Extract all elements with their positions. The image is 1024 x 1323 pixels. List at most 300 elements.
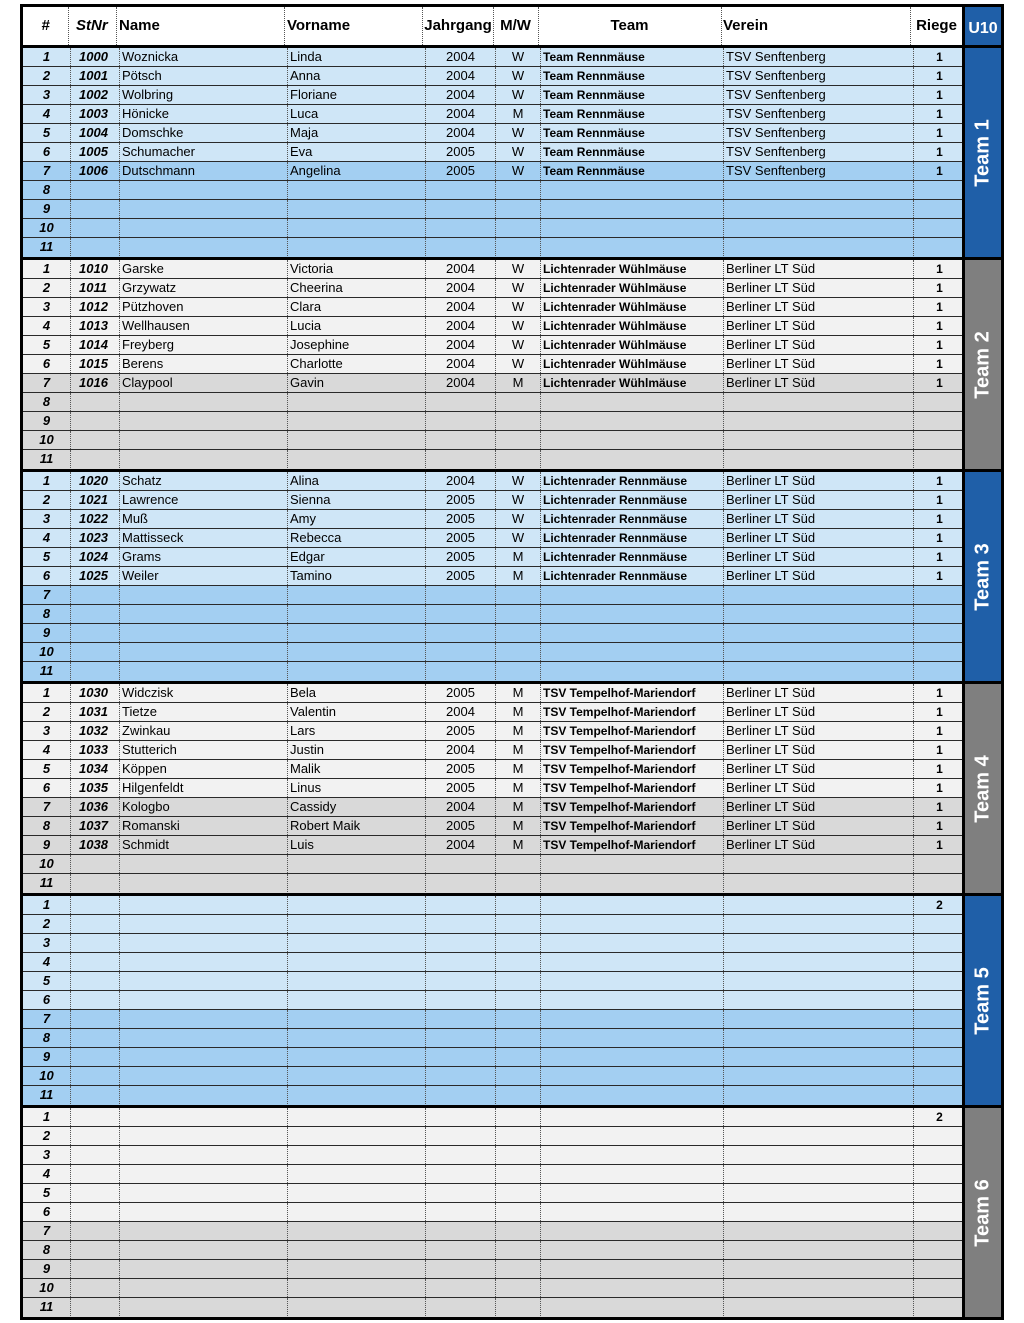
cell-vorname: Luis: [288, 836, 426, 854]
table-row: [23, 510, 965, 529]
header-riege: Riege: [916, 17, 957, 34]
cell-num: 2: [23, 67, 71, 85]
cell-name: [120, 953, 288, 971]
cell-mw: [496, 605, 541, 623]
cell-riege: [914, 1184, 965, 1202]
cell-jahrgang: [426, 1146, 496, 1164]
table-row: [23, 1241, 965, 1260]
cell-verein: [724, 915, 914, 933]
cell-stnr: [71, 1203, 120, 1221]
cell-vorname: Rebecca: [288, 529, 426, 547]
table-row: [23, 124, 965, 143]
cell-team: [541, 1222, 724, 1240]
team-label: Team 1: [971, 118, 994, 187]
cell-riege: [914, 1203, 965, 1221]
cell-jahrgang: [426, 662, 496, 680]
cell-team: TSV Tempelhof-Mariendorf: [541, 779, 724, 797]
cell-vorname: [288, 219, 426, 237]
cell-vorname: Robert Maik: [288, 817, 426, 835]
cell-stnr: 1023: [71, 529, 120, 547]
cell-mw: [496, 238, 541, 256]
cell-vorname: Amy: [288, 510, 426, 528]
table-row: [23, 896, 965, 915]
cell-name: [120, 412, 288, 430]
cell-vorname: Eva: [288, 143, 426, 161]
cell-team: Lichtenrader Rennmäuse: [541, 491, 724, 509]
cell-verein: [724, 874, 914, 892]
cell-mw: [496, 412, 541, 430]
cell-verein: Berliner LT Süd: [724, 567, 914, 585]
cell-name: Freyberg: [120, 336, 288, 354]
cell-riege: 1: [936, 474, 943, 488]
table-row: [23, 991, 965, 1010]
table-row: [23, 1165, 965, 1184]
cell-team: [541, 1086, 724, 1104]
cell-verein: [724, 1279, 914, 1297]
cell-mw: W: [496, 336, 541, 354]
cell-mw: [496, 1108, 541, 1126]
table-row: [23, 298, 965, 317]
cell-num: 5: [23, 972, 71, 990]
cell-team: [541, 605, 724, 623]
table-row: [23, 219, 965, 238]
cell-team: [541, 953, 724, 971]
cell-vorname: [288, 393, 426, 411]
cell-mw: [496, 1260, 541, 1278]
cell-num: 2: [23, 279, 71, 297]
cell-verein: [724, 934, 914, 952]
cell-vorname: Luca: [288, 105, 426, 123]
cell-verein: Berliner LT Süd: [724, 836, 914, 854]
cell-riege: [914, 1010, 965, 1028]
cell-mw: W: [496, 355, 541, 373]
cell-riege: 1: [936, 262, 943, 276]
cell-verein: [724, 219, 914, 237]
cell-jahrgang: 2004: [426, 260, 496, 278]
cell-team: Lichtenrader Wühlmäuse: [541, 298, 724, 316]
cell-stnr: [71, 1241, 120, 1259]
cell-jahrgang: [426, 1260, 496, 1278]
cell-stnr: [71, 1184, 120, 1202]
cell-mw: [496, 181, 541, 199]
cell-vorname: [288, 1298, 426, 1316]
cell-name: [120, 219, 288, 237]
table-row: [23, 722, 965, 741]
cell-stnr: 1035: [71, 779, 120, 797]
cell-team: [541, 855, 724, 873]
cell-jahrgang: 2005: [426, 548, 496, 566]
cell-mw: [496, 1184, 541, 1202]
cell-verein: Berliner LT Süd: [724, 491, 914, 509]
cell-jahrgang: 2004: [426, 317, 496, 335]
cell-name: [120, 624, 288, 642]
cell-team: Lichtenrader Wühlmäuse: [541, 355, 724, 373]
cell-team: [541, 1146, 724, 1164]
cell-team: [541, 643, 724, 661]
cell-stnr: [71, 1127, 120, 1145]
cell-jahrgang: [426, 1203, 496, 1221]
cell-num: 11: [23, 1298, 71, 1316]
cell-jahrgang: [426, 972, 496, 990]
table-row: [23, 741, 965, 760]
cell-num: 1: [23, 472, 71, 490]
cell-riege: [914, 991, 965, 1009]
cell-team: Lichtenrader Wühlmäuse: [541, 374, 724, 392]
cell-name: [120, 643, 288, 661]
cell-num: 8: [23, 393, 71, 411]
cell-mw: [496, 1029, 541, 1047]
cell-name: Kologbo: [120, 798, 288, 816]
cell-stnr: [71, 1260, 120, 1278]
cell-vorname: Justin: [288, 741, 426, 759]
cell-stnr: [71, 1010, 120, 1028]
cell-stnr: 1013: [71, 317, 120, 335]
cell-mw: M: [496, 374, 541, 392]
cell-name: Grzywatz: [120, 279, 288, 297]
cell-jahrgang: 2004: [426, 741, 496, 759]
cell-name: Domschke: [120, 124, 288, 142]
cell-num: 4: [23, 317, 71, 335]
cell-verein: [724, 412, 914, 430]
cell-mw: M: [496, 741, 541, 759]
start-list-sheet: [20, 4, 1004, 1320]
cell-team: Lichtenrader Rennmäuse: [541, 567, 724, 585]
cell-mw: [496, 896, 541, 914]
cell-vorname: [288, 662, 426, 680]
cell-name: [120, 431, 288, 449]
table-row: [23, 1010, 965, 1029]
cell-verein: Berliner LT Süd: [724, 260, 914, 278]
cell-stnr: 1010: [71, 260, 120, 278]
table-row: [23, 1279, 965, 1298]
cell-team: [541, 431, 724, 449]
cell-team: [541, 1029, 724, 1047]
cell-jahrgang: 2005: [426, 491, 496, 509]
cell-team: [541, 1165, 724, 1183]
cell-jahrgang: [426, 1108, 496, 1126]
cell-num: 5: [23, 760, 71, 778]
cell-num: 6: [23, 143, 71, 161]
header-name: Name: [117, 7, 285, 45]
cell-riege: [914, 450, 965, 468]
cell-team: Lichtenrader Rennmäuse: [541, 510, 724, 528]
cell-verein: TSV Senftenberg: [724, 143, 914, 161]
cell-vorname: [288, 1010, 426, 1028]
cell-jahrgang: 2004: [426, 279, 496, 297]
table-row: [23, 105, 965, 124]
cell-verein: Berliner LT Süd: [724, 741, 914, 759]
cell-team: [541, 1184, 724, 1202]
cell-team: [541, 393, 724, 411]
cell-vorname: Linus: [288, 779, 426, 797]
cell-num: 6: [23, 355, 71, 373]
table-row: [23, 760, 965, 779]
cell-num: 4: [23, 105, 71, 123]
cell-team: Team Rennmäuse: [541, 105, 724, 123]
cell-team: [541, 1298, 724, 1316]
cell-jahrgang: [426, 1127, 496, 1145]
cell-stnr: [71, 1279, 120, 1297]
cell-stnr: [71, 412, 120, 430]
team-side-label: [962, 896, 1001, 1105]
cell-riege: [914, 412, 965, 430]
team-blocks: [20, 48, 1004, 1320]
cell-num: 2: [23, 915, 71, 933]
cell-riege: 1: [936, 838, 943, 852]
cell-riege: 1: [936, 569, 943, 583]
table-row: [23, 836, 965, 855]
cell-vorname: [288, 412, 426, 430]
cell-name: [120, 1184, 288, 1202]
cell-riege: [914, 586, 965, 604]
cell-stnr: [71, 934, 120, 952]
cell-verein: [724, 1298, 914, 1316]
cell-vorname: Angelina: [288, 162, 426, 180]
cell-riege: 1: [936, 512, 943, 526]
cell-name: Widczisk: [120, 684, 288, 702]
cell-num: 7: [23, 162, 71, 180]
cell-mw: [496, 1279, 541, 1297]
cell-stnr: [71, 1029, 120, 1047]
cell-mw: W: [496, 86, 541, 104]
table-row: [23, 450, 965, 469]
cell-name: [120, 1260, 288, 1278]
team-label: Team 6: [971, 1178, 994, 1247]
cell-riege: [914, 972, 965, 990]
team-rows: [23, 684, 965, 893]
cell-vorname: [288, 1165, 426, 1183]
cell-mw: M: [496, 703, 541, 721]
cell-vorname: Anna: [288, 67, 426, 85]
cell-num: 3: [23, 1146, 71, 1164]
cell-mw: W: [496, 279, 541, 297]
cell-mw: [496, 624, 541, 642]
cell-jahrgang: [426, 991, 496, 1009]
cell-mw: M: [496, 817, 541, 835]
cell-name: [120, 1241, 288, 1259]
cell-stnr: [71, 1146, 120, 1164]
cell-riege: 1: [936, 376, 943, 390]
cell-team: TSV Tempelhof-Mariendorf: [541, 798, 724, 816]
cell-mw: W: [496, 529, 541, 547]
category-badge: U10: [962, 4, 1004, 48]
cell-jahrgang: [426, 1165, 496, 1183]
cell-mw: [496, 219, 541, 237]
cell-num: 1: [23, 1108, 71, 1126]
table-row: [23, 374, 965, 393]
cell-riege: [914, 431, 965, 449]
table-row: [23, 86, 965, 105]
cell-vorname: [288, 586, 426, 604]
cell-name: [120, 1086, 288, 1104]
cell-num: 6: [23, 779, 71, 797]
cell-mw: W: [496, 260, 541, 278]
cell-jahrgang: 2005: [426, 567, 496, 585]
cell-mw: [496, 1298, 541, 1316]
cell-stnr: 1014: [71, 336, 120, 354]
cell-riege: [914, 953, 965, 971]
cell-jahrgang: [426, 1029, 496, 1047]
cell-stnr: 1006: [71, 162, 120, 180]
cell-stnr: 1003: [71, 105, 120, 123]
cell-stnr: 1024: [71, 548, 120, 566]
cell-verein: TSV Senftenberg: [724, 67, 914, 85]
cell-team: Lichtenrader Wühlmäuse: [541, 260, 724, 278]
cell-num: 5: [23, 336, 71, 354]
table-row: [23, 915, 965, 934]
table-row: [23, 1067, 965, 1086]
cell-num: 6: [23, 567, 71, 585]
cell-team: [541, 896, 724, 914]
cell-team: [541, 1203, 724, 1221]
cell-name: Hönicke: [120, 105, 288, 123]
cell-num: 7: [23, 798, 71, 816]
header-mw: M/W: [493, 7, 539, 45]
cell-mw: [496, 934, 541, 952]
table-row: [23, 181, 965, 200]
cell-team: [541, 1260, 724, 1278]
table-row: [23, 548, 965, 567]
cell-riege: [914, 1127, 965, 1145]
cell-riege: [914, 1146, 965, 1164]
cell-riege: [914, 915, 965, 933]
cell-name: [120, 874, 288, 892]
cell-name: Pötsch: [120, 67, 288, 85]
cell-team: TSV Tempelhof-Mariendorf: [541, 836, 724, 854]
cell-mw: [496, 393, 541, 411]
cell-num: 10: [23, 219, 71, 237]
cell-team: [541, 412, 724, 430]
team-side-label: [962, 472, 1001, 681]
cell-verein: Berliner LT Süd: [724, 798, 914, 816]
cell-jahrgang: 2004: [426, 472, 496, 490]
cell-team: [541, 200, 724, 218]
cell-vorname: [288, 1048, 426, 1066]
cell-mw: [496, 586, 541, 604]
cell-riege: [914, 1298, 965, 1316]
cell-verein: Berliner LT Süd: [724, 529, 914, 547]
cell-jahrgang: 2004: [426, 67, 496, 85]
cell-riege: [914, 1222, 965, 1240]
cell-mw: [496, 953, 541, 971]
cell-riege: 1: [936, 724, 943, 738]
cell-vorname: Cassidy: [288, 798, 426, 816]
cell-jahrgang: 2005: [426, 529, 496, 547]
cell-stnr: [71, 855, 120, 873]
cell-num: 10: [23, 431, 71, 449]
cell-mw: M: [496, 760, 541, 778]
cell-riege: 1: [936, 88, 943, 102]
cell-jahrgang: [426, 953, 496, 971]
cell-jahrgang: 2005: [426, 760, 496, 778]
cell-stnr: [71, 393, 120, 411]
cell-vorname: Alina: [288, 472, 426, 490]
cell-name: [120, 1203, 288, 1221]
cell-name: Grams: [120, 548, 288, 566]
table-row: [23, 1086, 965, 1105]
cell-team: TSV Tempelhof-Mariendorf: [541, 760, 724, 778]
cell-verein: [724, 586, 914, 604]
cell-team: [541, 181, 724, 199]
header-vorname: Vorname: [285, 7, 423, 45]
cell-verein: Berliner LT Süd: [724, 355, 914, 373]
cell-stnr: 1011: [71, 279, 120, 297]
cell-stnr: [71, 643, 120, 661]
cell-verein: [724, 896, 914, 914]
cell-stnr: [71, 624, 120, 642]
cell-team: [541, 586, 724, 604]
cell-name: [120, 662, 288, 680]
header-team: Team: [538, 7, 722, 45]
cell-team: Lichtenrader Rennmäuse: [541, 529, 724, 547]
cell-jahrgang: 2004: [426, 124, 496, 142]
cell-vorname: [288, 1222, 426, 1240]
cell-team: TSV Tempelhof-Mariendorf: [541, 684, 724, 702]
cell-name: Köppen: [120, 760, 288, 778]
cell-name: [120, 393, 288, 411]
cell-vorname: [288, 1067, 426, 1085]
cell-team: Lichtenrader Wühlmäuse: [541, 279, 724, 297]
cell-stnr: [71, 586, 120, 604]
cell-vorname: [288, 915, 426, 933]
cell-vorname: Gavin: [288, 374, 426, 392]
cell-name: [120, 586, 288, 604]
cell-jahrgang: 2004: [426, 298, 496, 316]
cell-verein: [724, 1165, 914, 1183]
team-block-6: [20, 1108, 1004, 1320]
cell-verein: TSV Senftenberg: [724, 48, 914, 66]
cell-jahrgang: [426, 1086, 496, 1104]
cell-jahrgang: [426, 1241, 496, 1259]
cell-mw: M: [496, 684, 541, 702]
cell-name: Hilgenfeldt: [120, 779, 288, 797]
cell-name: [120, 1279, 288, 1297]
cell-verein: [724, 662, 914, 680]
cell-num: 3: [23, 298, 71, 316]
cell-vorname: [288, 874, 426, 892]
cell-riege: [914, 219, 965, 237]
cell-mw: M: [496, 567, 541, 585]
team-block-4: [20, 684, 1004, 896]
table-row: [23, 586, 965, 605]
cell-jahrgang: [426, 200, 496, 218]
cell-num: 1: [23, 260, 71, 278]
team-block-3: [20, 472, 1004, 684]
cell-num: 7: [23, 1222, 71, 1240]
cell-jahrgang: [426, 855, 496, 873]
cell-num: 10: [23, 1279, 71, 1297]
cell-verein: [724, 1127, 914, 1145]
cell-num: 7: [23, 586, 71, 604]
cell-jahrgang: [426, 219, 496, 237]
cell-vorname: Cheerina: [288, 279, 426, 297]
cell-verein: Berliner LT Süd: [724, 374, 914, 392]
cell-name: Zwinkau: [120, 722, 288, 740]
cell-name: [120, 1298, 288, 1316]
cell-verein: [724, 855, 914, 873]
cell-team: [541, 219, 724, 237]
cell-riege: [914, 1260, 965, 1278]
cell-mw: [496, 643, 541, 661]
cell-jahrgang: [426, 605, 496, 623]
cell-riege: [914, 1241, 965, 1259]
cell-riege: [914, 662, 965, 680]
cell-name: [120, 934, 288, 952]
cell-mw: [496, 874, 541, 892]
cell-stnr: [71, 991, 120, 1009]
cell-verein: [724, 1048, 914, 1066]
cell-num: 4: [23, 953, 71, 971]
